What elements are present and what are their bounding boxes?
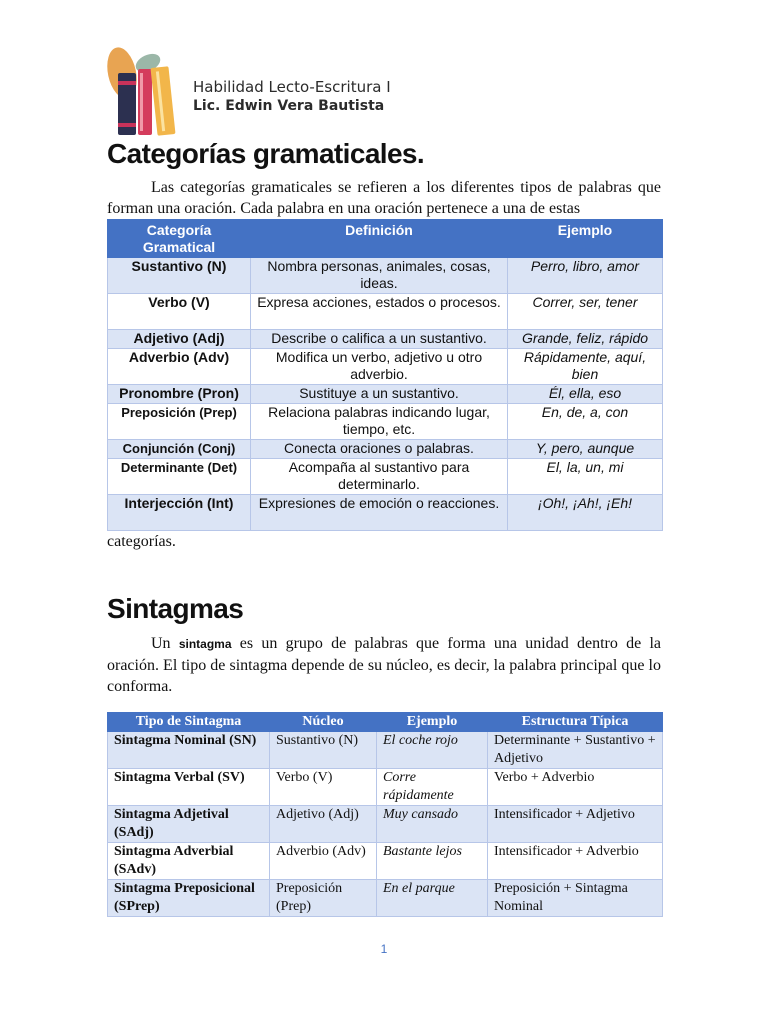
- cell-tipo: Sintagma Nominal (SN): [108, 732, 270, 769]
- table-row: [108, 330, 663, 349]
- cell-estructura: Intensificador + Adverbio: [488, 843, 663, 880]
- cell-ejemplo: Él, ella, eso: [508, 385, 663, 404]
- cell-estructura: Preposición + Sintagma Nominal: [488, 880, 663, 917]
- cell-ejemplo: Correr, ser, tener: [508, 294, 663, 330]
- cell-categoria: Interjección (Int): [108, 495, 251, 531]
- cell-categoria: Adverbio (Adv): [108, 349, 251, 385]
- intro-term: sintagma: [178, 637, 232, 651]
- cell-definicion: Relaciona palabras indicando lugar, tiempo, etc.: [251, 404, 508, 440]
- sintagmas-table: [107, 712, 663, 917]
- table-row: [108, 806, 663, 843]
- table-row: [108, 732, 663, 769]
- table-row: [108, 769, 663, 806]
- cell-ejemplo: En, de, a, con: [508, 404, 663, 440]
- cell-ejemplo: El coche rojo: [377, 732, 488, 769]
- cell-estructura: Verbo + Adverbio: [488, 769, 663, 806]
- cell-estructura: Intensificador + Adjetivo: [488, 806, 663, 843]
- cell-definicion: Nombra personas, animales, cosas, ideas.: [251, 258, 508, 294]
- books-logo-icon: [104, 43, 186, 137]
- table-header: Ejemplo: [377, 713, 488, 732]
- table-row: [108, 385, 663, 404]
- table-header: Tipo de Sintagma: [108, 713, 270, 732]
- cell-ejemplo: El, la, un, mi: [508, 459, 663, 495]
- cell-categoria: Adjetivo (Adj): [108, 330, 251, 349]
- instructor-name: Lic. Edwin Vera Bautista: [193, 98, 385, 114]
- cell-ejemplo: Grande, feliz, rápido: [508, 330, 663, 349]
- cell-nucleo: Verbo (V): [270, 769, 377, 806]
- cell-nucleo: Adjetivo (Adj): [270, 806, 377, 843]
- section1-continuation: categorías.: [107, 533, 176, 550]
- cell-definicion: Sustituye a un sustantivo.: [251, 385, 508, 404]
- table-row: [108, 294, 663, 330]
- table-header: Definición: [251, 220, 508, 258]
- table-row: [108, 258, 663, 294]
- cell-definicion: Describe o califica a un sustantivo.: [251, 330, 508, 349]
- section-title-categorias: Categorías gramaticales.: [107, 138, 425, 169]
- table-row: [108, 880, 663, 917]
- cell-ejemplo: Bastante lejos: [377, 843, 488, 880]
- cell-ejemplo: Perro, libro, amor: [508, 258, 663, 294]
- course-title: Habilidad Lecto-Escritura I: [193, 78, 391, 96]
- intro-after: es un grupo de palabras que forma una unidad dentro de la oración. El tipo de sintagma depende de su núcleo, es decir, la palabra principal que lo conforma.: [107, 635, 661, 695]
- section1-intro: [107, 177, 661, 219]
- table-row: [108, 349, 663, 385]
- cell-tipo: Sintagma Verbal (SV): [108, 769, 270, 806]
- cell-ejemplo: Y, pero, aunque: [508, 440, 663, 459]
- cell-definicion: Acompaña al sustantivo para determinarlo.: [251, 459, 508, 495]
- cell-definicion: Expresiones de emoción o reacciones.: [251, 495, 508, 531]
- cell-definicion: Expresa acciones, estados o procesos.: [251, 294, 508, 330]
- cell-tipo: Sintagma Adverbial (SAdv): [108, 843, 270, 880]
- cell-estructura: Determinante + Sustantivo + Adjetivo: [488, 732, 663, 769]
- section-title-sintagmas: Sintagmas: [107, 593, 244, 624]
- cell-ejemplo: Muy cansado: [377, 806, 488, 843]
- cell-categoria: Preposición (Prep): [108, 404, 251, 440]
- section2-intro: [107, 633, 661, 697]
- cell-categoria: Conjunción (Conj): [108, 440, 251, 459]
- table-row: [108, 404, 663, 440]
- cell-ejemplo: ¡Oh!, ¡Ah!, ¡Eh!: [508, 495, 663, 531]
- table-row: [108, 459, 663, 495]
- cell-categoria: Determinante (Det): [108, 459, 251, 495]
- cell-ejemplo: En el parque: [377, 880, 488, 917]
- cell-categoria: Sustantivo (N): [108, 258, 251, 294]
- cell-nucleo: Sustantivo (N): [270, 732, 377, 769]
- cell-categoria: Verbo (V): [108, 294, 251, 330]
- cell-nucleo: Adverbio (Adv): [270, 843, 377, 880]
- cell-nucleo: Preposición (Prep): [270, 880, 377, 917]
- categorias-table: [107, 219, 663, 531]
- table-header: Estructura Típica: [488, 713, 663, 732]
- cell-categoria: Pronombre (Pron): [108, 385, 251, 404]
- cell-tipo: Sintagma Preposicional (SPrep): [108, 880, 270, 917]
- cell-definicion: Conecta oraciones o palabras.: [251, 440, 508, 459]
- page-number: 1: [380, 942, 388, 956]
- section1-intro-text: Las categorías gramaticales se refieren a los diferentes tipos de palabras que forman una oración. Cada palabra en una oración pertenece a una de estas: [107, 179, 661, 217]
- cell-tipo: Sintagma Adjetival (SAdj): [108, 806, 270, 843]
- table-row: [108, 440, 663, 459]
- cell-ejemplo: Rápidamente, aquí, bien: [508, 349, 663, 385]
- table-row: [108, 495, 663, 531]
- table-header: Núcleo: [270, 713, 377, 732]
- table-row: [108, 843, 663, 880]
- document-header: [193, 78, 391, 116]
- intro-before: Un: [151, 635, 171, 652]
- cell-ejemplo: Corre rápidamente: [377, 769, 488, 806]
- table-header: Ejemplo: [508, 220, 663, 258]
- cell-definicion: Modifica un verbo, adjetivo u otro adverbio.: [251, 349, 508, 385]
- table-header: Categoría Gramatical: [108, 220, 251, 258]
